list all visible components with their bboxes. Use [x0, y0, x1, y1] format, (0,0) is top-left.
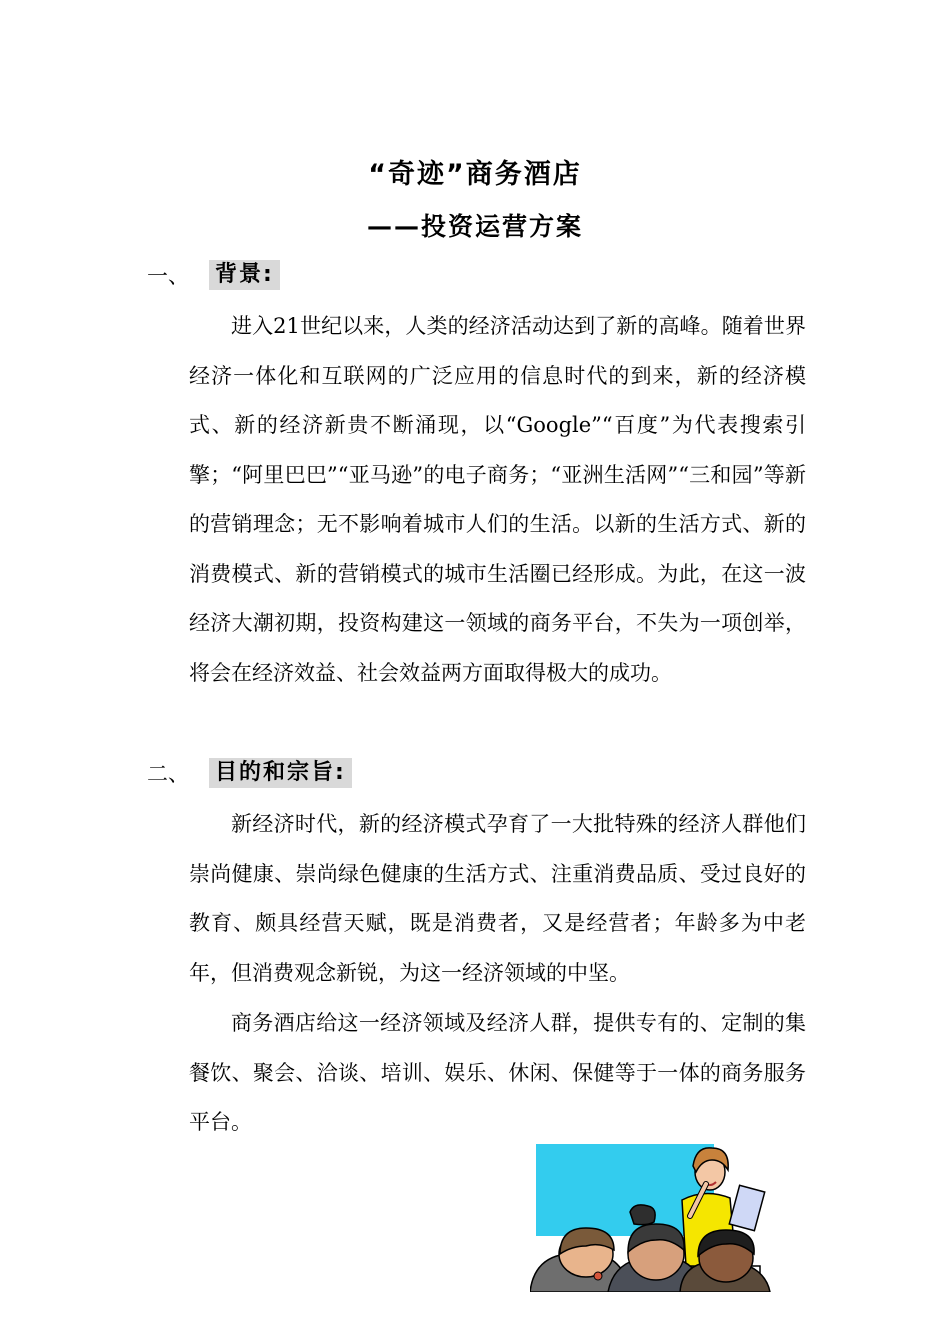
section-heading-background: [147, 259, 280, 291]
section-heading-purpose: [147, 757, 352, 789]
document-title: “奇迹”商务酒店: [368, 159, 582, 190]
paragraph-background: 进入21世纪以来，人类的经济活动达到了新的高峰。随着世界经济一体化和互联网的广泛应用的信息时代的到来，新的经济模式、新的经济新贵不断涌现，以“Google”“百度”为代表搜索引擎；“阿里巴巴”“亚马逊”的电子商务；“亚洲生活网”“三和园”等新的营销理念；无不影响着城市人们的生活。以新的生活方式、新的消费模式、新的营销模式的城市生活圈已经形成。为此，在这一波经济大潮初期，投资构建这一领域的商务平台，不失为一项创举，将会在经济效益、社会效益两方面取得极大的成功。: [189, 314, 806, 685]
section-label: 目的和宗旨:: [209, 758, 352, 788]
paragraph-purpose-2: 商务酒店给这一经济领域及经济人群，提供专有的、定制的集餐饮、聚会、洽谈、培训、娱乐、休闲、保健等于一体的商务服务平台。: [189, 1011, 806, 1134]
document-subtitle: ——投资运营方案: [366, 212, 583, 241]
business-meeting-illustration: [530, 1142, 782, 1292]
paragraph-purpose-1: 新经济时代，新的经济模式孕育了一大批特殊的经济人群他们崇尚健康、崇尚绿色健康的生活方式、注重消费品质、受过良好的教育、颇具经营天赋，既是消费者，又是经营者；年龄多为中老年，但消费观念新锐，为这一经济领域的中坚。: [189, 812, 806, 985]
section-number: 一、: [147, 264, 189, 288]
section-label: 背景:: [209, 260, 280, 290]
section-number: 二、: [147, 762, 189, 786]
